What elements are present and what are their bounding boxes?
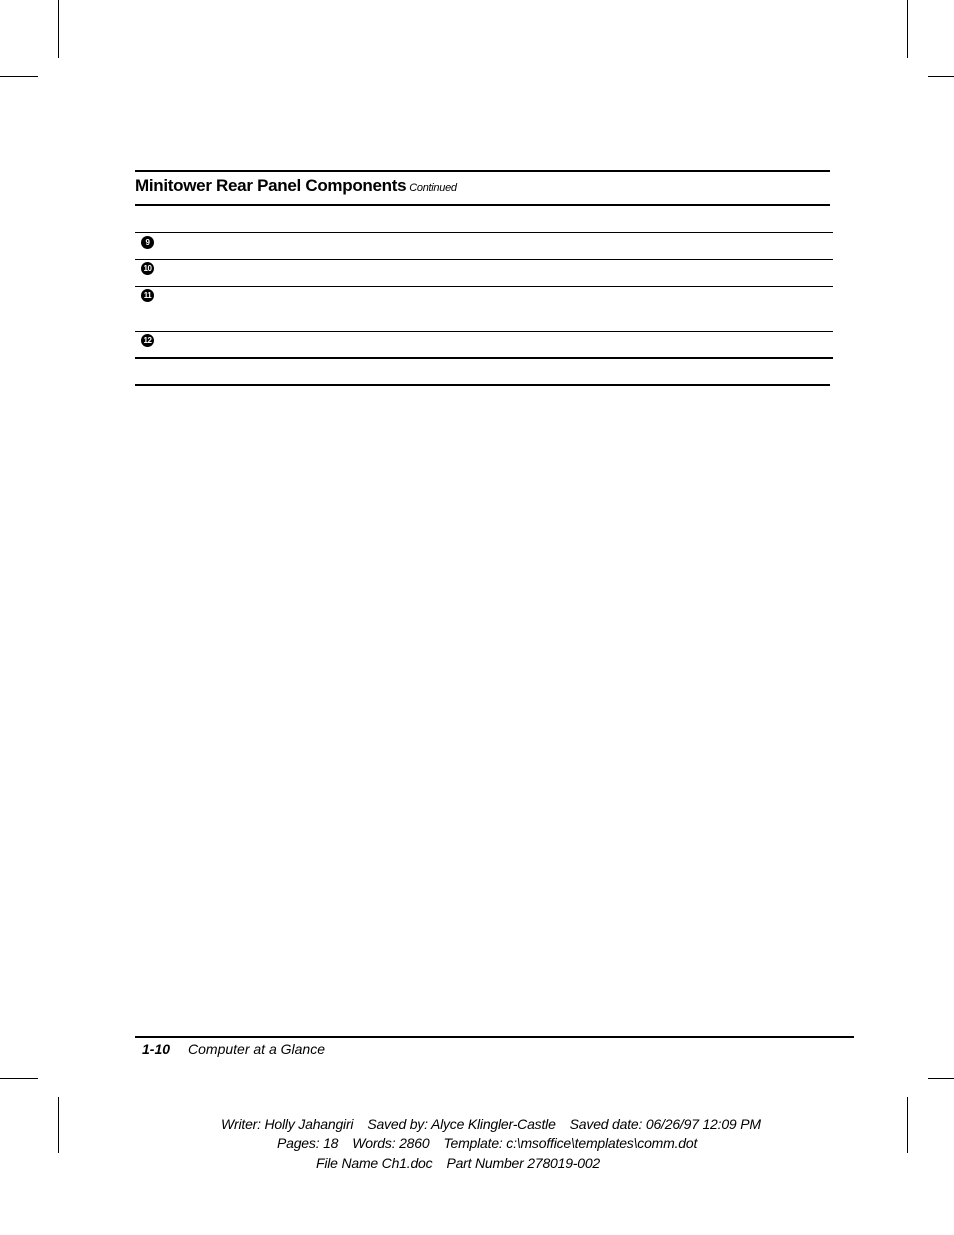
callout-12-icon: 12 bbox=[141, 334, 154, 347]
crop-mark-bottom-right-horizontal bbox=[928, 1078, 954, 1079]
continued-label: Continued bbox=[409, 182, 457, 194]
page-footer bbox=[142, 1041, 325, 1057]
table-top-rule bbox=[135, 170, 830, 172]
crop-mark-top-right-vertical bbox=[907, 0, 908, 58]
table-bottom-rule bbox=[135, 357, 833, 359]
row-divider bbox=[135, 259, 833, 260]
table-title-text: Minitower Rear Panel Components bbox=[135, 176, 407, 195]
crop-mark-bottom-left-vertical bbox=[58, 1097, 59, 1153]
chapter-title: Computer at a Glance bbox=[188, 1041, 325, 1057]
row-divider bbox=[135, 286, 833, 287]
callout-9-icon: 9 bbox=[141, 236, 154, 249]
callout-10-icon: 10 bbox=[141, 262, 154, 275]
template: Template: c:\msoffice\templates\comm.dot bbox=[443, 1135, 698, 1151]
saved-by: Saved by: Alyce Klingler-Castle bbox=[367, 1116, 556, 1132]
footer-rule bbox=[135, 1036, 854, 1038]
table-header-rule bbox=[135, 204, 830, 206]
row-divider bbox=[135, 232, 833, 233]
crop-mark-top-left-vertical bbox=[58, 0, 59, 58]
table-title bbox=[135, 176, 457, 196]
crop-mark-top-left-horizontal bbox=[0, 76, 38, 77]
crop-mark-bottom-left-horizontal bbox=[0, 1078, 38, 1079]
file-name: File Name Ch1.doc bbox=[316, 1155, 433, 1171]
writer: Writer: Holly Jahangiri bbox=[221, 1116, 354, 1132]
crop-mark-bottom-right-vertical bbox=[907, 1097, 908, 1153]
words: Words: 2860 bbox=[352, 1135, 430, 1151]
metadata-line-1 bbox=[221, 1116, 761, 1132]
callout-11-icon: 11 bbox=[141, 289, 154, 302]
metadata-line-2 bbox=[277, 1135, 697, 1151]
page-number: 1-10 bbox=[142, 1041, 171, 1057]
saved-date: Saved date: 06/26/97 12:09 PM bbox=[569, 1116, 761, 1132]
table-end-rule bbox=[135, 384, 830, 386]
part-number: Part Number 278019-002 bbox=[446, 1155, 601, 1171]
metadata-line-3 bbox=[316, 1155, 600, 1171]
pages: Pages: 18 bbox=[277, 1135, 339, 1151]
row-divider bbox=[135, 331, 833, 332]
crop-mark-top-right-horizontal bbox=[928, 76, 954, 77]
